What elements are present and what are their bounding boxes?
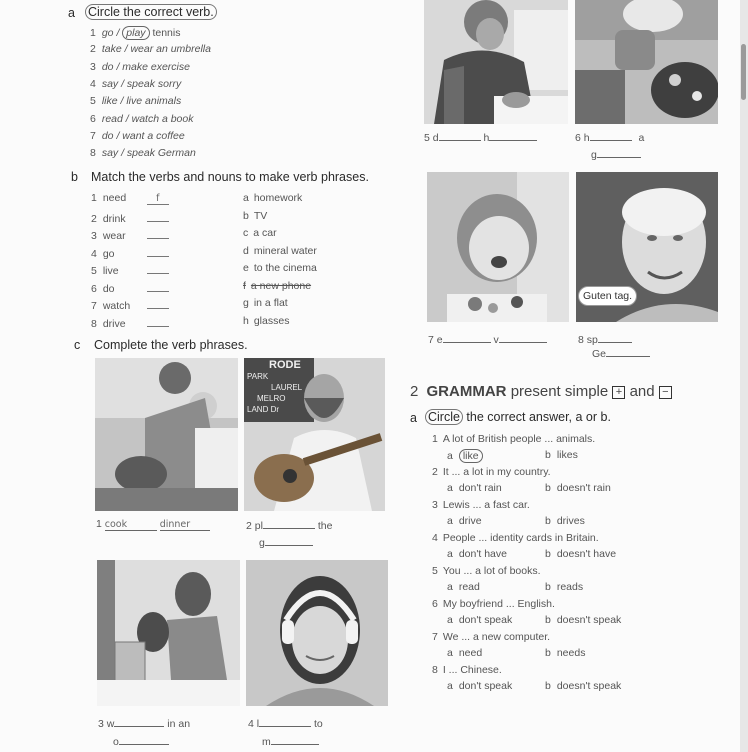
caption-5-mid: h (483, 132, 490, 144)
verb-answer-blank[interactable]: f (147, 193, 169, 205)
grammar-heading (410, 383, 672, 400)
street-sign-line-1: RODE (269, 359, 301, 371)
grammar-question (432, 598, 555, 610)
noun-letter: f (243, 279, 246, 292)
grammar-question (432, 631, 550, 643)
noun-row (243, 262, 317, 274)
question-text: I ... Chinese. (442, 664, 502, 676)
noun-text: in a flat (253, 297, 288, 309)
noun-text: glasses (253, 314, 290, 327)
question-number: 5 (432, 565, 438, 577)
section-a-title-text: Circle the correct verb. (85, 4, 217, 20)
caption-c3-second-label: o (113, 736, 119, 748)
section-a-item (90, 113, 193, 125)
caption-7-blank-1[interactable] (443, 332, 491, 343)
option-a[interactable] (447, 515, 482, 527)
section-a-title (88, 5, 217, 19)
option-a[interactable] (447, 647, 482, 659)
caption-6-label: 6 h (575, 132, 590, 144)
item-number: 1 (90, 27, 96, 39)
speech-bubble-text: Guten tag. (583, 290, 633, 302)
question-text: My boyfriend ... English. (442, 598, 555, 610)
photo-man-drawing-art (424, 0, 568, 124)
option-a-letter: a (447, 647, 453, 659)
noun-text: a car (253, 227, 277, 239)
verb-text: need (102, 192, 127, 204)
caption-8-label: 8 sp (578, 334, 598, 346)
question-number: 8 (432, 664, 438, 676)
option-a-text[interactable]: don't speak (458, 614, 513, 626)
caption-c4-second (262, 734, 319, 748)
noun-letter: g (243, 297, 249, 309)
section-a-item (90, 78, 181, 90)
option-a[interactable] (447, 581, 480, 593)
item-number: 8 (90, 147, 96, 160)
item-number: 7 (90, 129, 96, 142)
photo-headphones (246, 560, 388, 706)
noun-row (243, 227, 277, 239)
question-text: A lot of British people ... animals. (442, 433, 596, 445)
verb-row (91, 227, 169, 242)
option-b[interactable] (545, 581, 583, 593)
caption-c3-second (113, 734, 169, 748)
noun-row (243, 245, 317, 257)
option-a[interactable] (447, 614, 512, 626)
option-a-letter: a (447, 581, 453, 593)
caption-8-second (592, 346, 650, 360)
caption-7-blank-2[interactable] (499, 332, 547, 343)
question-number: 4 (432, 532, 438, 544)
option-a[interactable] (447, 680, 512, 692)
caption-c4-label: 4 l (248, 718, 260, 730)
verb-answer-blank[interactable] (147, 262, 169, 274)
noun-letter: d (243, 244, 249, 257)
option-b-letter: b (545, 482, 551, 494)
street-sign-line-4: MELRO (257, 394, 286, 403)
caption-c1-label: 1 (96, 518, 102, 530)
option-b[interactable] (545, 647, 585, 659)
caption-6-blank-2[interactable] (597, 147, 641, 158)
grammar-a-title (428, 410, 611, 424)
option-a[interactable] (447, 548, 507, 560)
noun-text: mineral water (253, 244, 317, 257)
photo-headphones-art (246, 560, 388, 706)
caption-6-second-label: g (591, 149, 597, 161)
photo-woman-watering (575, 0, 718, 124)
caption-c3-blank-2[interactable] (119, 734, 169, 745)
photo-guitar (244, 358, 385, 511)
option-a-letter: a (447, 548, 453, 560)
grammar-number: 2 (410, 383, 419, 400)
caption-8-second-label: Ge (592, 348, 607, 360)
item-text[interactable]: take / wear an umbrella (101, 43, 211, 56)
grammar-title: GRAMMAR (426, 383, 507, 400)
item-number: 5 (90, 95, 96, 108)
verb-row (91, 245, 169, 260)
verb-number: 8 (91, 317, 97, 330)
item-text[interactable]: read / watch a book (101, 112, 194, 125)
question-text: Lewis ... a fast car. (442, 499, 530, 511)
verb-text: wear (102, 230, 126, 242)
noun-letter: b (243, 209, 249, 222)
option-b-letter: b (545, 581, 551, 593)
street-sign-line-3: LAUREL (271, 383, 303, 392)
caption-c2-blank-1[interactable] (263, 518, 315, 529)
caption-5-blank-1[interactable] (439, 130, 481, 141)
grammar-a-circled: Circle (425, 409, 463, 425)
option-a[interactable] (447, 482, 502, 494)
verb-answer-blank[interactable] (147, 210, 169, 222)
option-b-text[interactable]: doesn't speak (556, 680, 622, 692)
option-b-text[interactable]: doesn't rain (556, 482, 611, 494)
verb-number: 3 (91, 230, 97, 242)
noun-text: homework (253, 192, 303, 204)
caption-c4-mid: to (314, 718, 323, 730)
option-a-letter: a (447, 450, 453, 462)
caption-5 (424, 130, 537, 144)
option-a-text[interactable]: don't have (458, 548, 507, 560)
section-a-item (90, 130, 185, 142)
plus-box-icon: + (612, 386, 625, 399)
grammar-a-letter: a (410, 411, 417, 425)
option-a-text[interactable]: need (458, 647, 483, 659)
grammar-question (432, 433, 595, 445)
verb-answer-blank[interactable] (147, 315, 169, 327)
caption-c1-answer-1[interactable]: cook (105, 519, 157, 531)
caption-c2-label: 2 pl (246, 520, 263, 532)
caption-6-second (591, 147, 641, 161)
option-b[interactable] (545, 614, 621, 626)
verb-text: drive (102, 317, 126, 330)
caption-7-mid: v (493, 334, 499, 346)
noun-row (243, 210, 267, 222)
option-b-letter: b (545, 680, 551, 692)
photo-old-man (576, 172, 718, 322)
photo-man-drawing (424, 0, 568, 124)
option-b-text[interactable]: doesn't speak (556, 614, 622, 626)
option-a-text[interactable]: don't speak (458, 680, 513, 692)
caption-5-label: 5 d (424, 132, 439, 144)
caption-5-blank-2[interactable] (489, 130, 537, 141)
section-c-title: Complete the verb phrases. (94, 338, 248, 352)
question-number: 2 (432, 466, 438, 478)
photo-child-eating-art (427, 172, 569, 322)
caption-6-blank-1[interactable] (590, 130, 632, 141)
item-number: 4 (90, 77, 96, 90)
verb-text: do (102, 282, 115, 295)
caption-c4 (248, 716, 323, 730)
option-b-letter: b (545, 449, 551, 461)
minus-box-icon: − (659, 386, 672, 399)
item-text[interactable]: like / live animals (101, 95, 182, 108)
noun-row (243, 315, 289, 327)
option-a[interactable] (447, 449, 483, 463)
verb-text: watch (102, 300, 131, 312)
caption-c3-label: 3 w (98, 718, 115, 730)
street-sign (244, 358, 316, 424)
option-b-text[interactable]: needs (556, 647, 586, 659)
section-a-letter: a (68, 6, 75, 20)
caption-c4-blank-2[interactable] (271, 734, 319, 745)
noun-text: a new phone (250, 279, 312, 292)
item-number: 6 (90, 112, 96, 125)
option-b-text[interactable]: reads (556, 581, 584, 593)
photo-office-woman-art (97, 560, 240, 706)
verb-row (91, 192, 169, 205)
caption-c3-mid: in an (167, 718, 191, 730)
noun-text: to the cinema (253, 262, 317, 274)
verb-answer-blank[interactable] (147, 227, 169, 239)
caption-c3-blank-1[interactable] (114, 716, 164, 727)
verb-row (91, 210, 169, 225)
noun-row (243, 280, 311, 292)
verb-text: live (102, 265, 119, 277)
option-a-text[interactable]: read (458, 581, 480, 593)
scrollbar-thumb[interactable] (741, 44, 746, 100)
grammar-subtitle: present simple (510, 383, 609, 400)
caption-8-blank-2[interactable] (606, 346, 650, 357)
verb-row (91, 262, 169, 277)
option-b-letter: b (545, 647, 551, 659)
option-a-letter: a (447, 680, 453, 692)
noun-letter: a (243, 192, 249, 204)
caption-c1 (96, 518, 210, 531)
option-b[interactable] (545, 548, 616, 560)
verb-number: 5 (91, 265, 97, 277)
scrollbar[interactable] (740, 0, 748, 752)
option-a-letter: a (447, 482, 453, 494)
option-b-text[interactable]: likes (556, 449, 578, 461)
question-text: It ... a lot in my country. (442, 466, 551, 478)
question-number: 6 (432, 598, 438, 610)
caption-c1-answer-2[interactable]: dinner (160, 519, 210, 531)
caption-c2 (246, 518, 332, 532)
grammar-question (432, 664, 502, 676)
section-b-title: Match the verbs and nouns to make verb phrases. (91, 170, 369, 184)
grammar-question (432, 565, 541, 577)
verb-text: drink (102, 212, 126, 225)
option-b[interactable] (545, 449, 578, 461)
item-number: 2 (90, 43, 96, 56)
option-b-letter: b (545, 614, 551, 626)
caption-7 (428, 332, 547, 346)
verb-number: 7 (91, 300, 97, 312)
photo-cooking-art (95, 358, 238, 511)
noun-letter: c (243, 227, 249, 239)
noun-row (243, 297, 288, 309)
verb-row (91, 315, 169, 330)
street-sign-line-5: LAND Dr (247, 405, 280, 414)
verb-answer-blank[interactable] (147, 280, 169, 292)
caption-6 (575, 130, 644, 144)
question-number: 3 (432, 499, 438, 511)
noun-row (243, 192, 302, 204)
item-text[interactable]: say / speak German (101, 147, 196, 160)
caption-c2-second-label: g (259, 537, 265, 549)
photo-child-eating (427, 172, 569, 322)
speech-bubble (578, 286, 637, 306)
section-a-item (90, 147, 196, 159)
grammar-question (432, 532, 599, 544)
section-c-letter: c (74, 338, 81, 352)
caption-c2-mid: the (317, 520, 333, 532)
photo-cooking (95, 358, 238, 511)
option-a-circled-text[interactable]: like (459, 449, 483, 463)
photo-office-woman (97, 560, 240, 706)
section-b-letter: b (71, 170, 78, 184)
item-text[interactable]: do / make exercise (101, 60, 190, 73)
item-circled-answer[interactable]: play (122, 26, 149, 40)
caption-c3 (98, 716, 190, 730)
grammar-question (432, 466, 551, 478)
question-text: You ... a lot of books. (442, 565, 541, 577)
verb-row (91, 280, 169, 295)
option-a-text[interactable]: don't rain (458, 482, 502, 494)
verb-number: 1 (91, 192, 97, 204)
question-text: We ... a new computer. (442, 631, 551, 643)
section-a-item (90, 26, 180, 40)
verb-answer-blank[interactable] (147, 245, 169, 257)
question-number: 1 (432, 433, 438, 445)
item-number: 3 (90, 60, 96, 73)
verb-number: 2 (91, 212, 97, 225)
question-text: People ... identity cards in Britain. (442, 532, 599, 544)
grammar-question (432, 499, 530, 511)
grammar-a-title-rest: the correct answer, a or b. (462, 410, 611, 424)
grammar-and: and (629, 383, 655, 400)
caption-8 (578, 332, 632, 346)
option-a-letter: a (447, 614, 453, 626)
option-a-letter: a (447, 515, 453, 527)
caption-7-label: 7 e (428, 334, 443, 346)
verb-number: 4 (91, 247, 97, 260)
section-a-item (90, 43, 211, 55)
caption-c4-blank-1[interactable] (259, 716, 311, 727)
option-a-text[interactable]: drive (458, 515, 482, 527)
caption-6-mid: a (638, 132, 645, 144)
item-text[interactable]: say / speak sorry (101, 77, 182, 90)
noun-text: TV (253, 209, 268, 222)
caption-c4-second-label: m (262, 736, 271, 748)
option-b[interactable] (545, 515, 585, 527)
noun-letter: h (243, 314, 249, 327)
section-a-item (90, 95, 181, 107)
option-b[interactable] (545, 680, 621, 692)
option-b-text[interactable]: drives (556, 515, 585, 527)
verb-number: 6 (91, 282, 97, 295)
option-b-letter: b (545, 548, 551, 560)
verb-row (91, 297, 169, 312)
street-sign-line-2: PARK (247, 372, 269, 381)
noun-letter: e (243, 262, 249, 274)
section-a-item (90, 61, 190, 73)
question-number: 7 (432, 631, 438, 643)
caption-8-blank-1[interactable] (598, 332, 632, 343)
caption-c2-blank-2[interactable] (265, 535, 313, 546)
verb-answer-blank[interactable] (147, 297, 169, 309)
item-text-tail: tennis (149, 27, 181, 39)
option-b-text[interactable]: doesn't have (556, 548, 617, 560)
item-text[interactable]: do / want a coffee (101, 129, 185, 142)
option-b-letter: b (545, 515, 551, 527)
caption-c2-second (259, 535, 313, 549)
option-b[interactable] (545, 482, 611, 494)
item-text[interactable]: go / (101, 27, 123, 39)
photo-woman-watering-art (575, 0, 718, 124)
verb-text: go (102, 247, 115, 260)
